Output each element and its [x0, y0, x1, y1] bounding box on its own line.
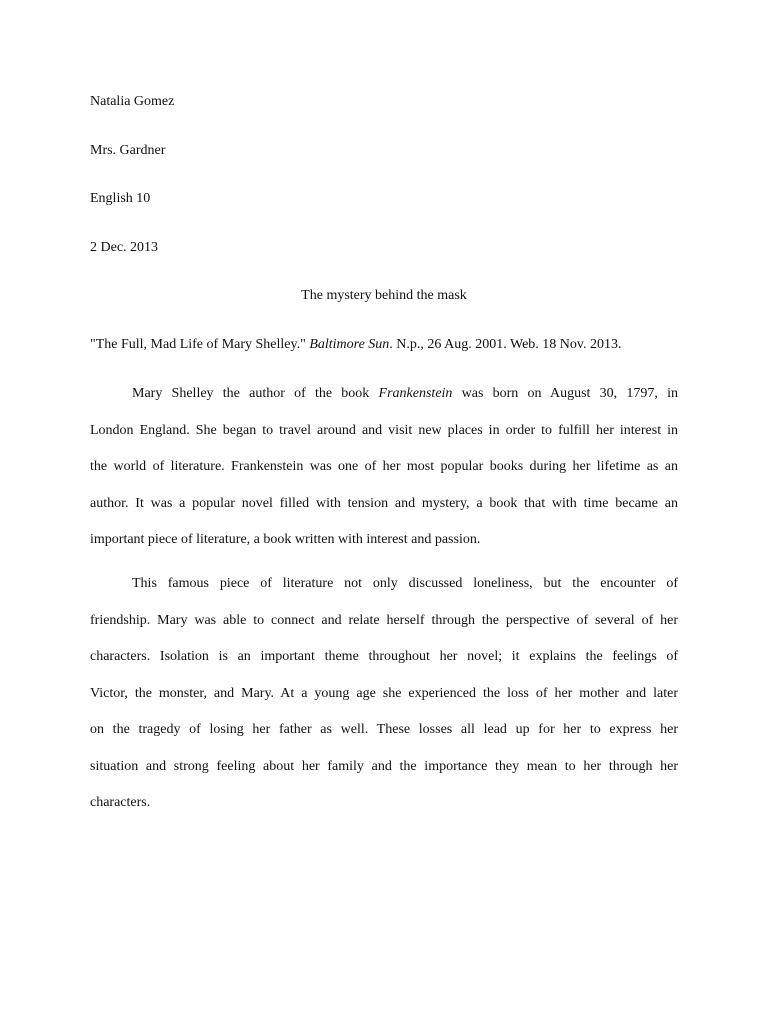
paragraph-line: Victor, the monster, and Mary. At a young age she experienced the loss of her mother and later	[90, 685, 678, 701]
paragraph-line: the world of literature. Frankenstein was one of her most popular books during her lifetime as an	[90, 459, 678, 474]
paragraph-line: London England. She began to travel around and visit new places in order to fulfill her interest in	[90, 422, 678, 438]
paragraph-line: on the tragedy of losing her father as well. These losses all lead up for her to express her	[90, 722, 678, 737]
teacher-name: Mrs. Gardner	[90, 143, 166, 158]
book-title: Frankenstein	[378, 386, 453, 401]
paragraph-line: characters.	[90, 795, 151, 810]
line-text: was born on August 30, 1797, in	[452, 386, 678, 401]
citation-publication: Baltimore Sun	[309, 337, 390, 352]
course-name: English 10	[90, 191, 151, 206]
document-date: 2 Dec. 2013	[90, 240, 159, 255]
paragraph-line: This famous piece of literature not only discussed loneliness, but the encounter of	[132, 576, 678, 591]
paragraph-line	[90, 385, 678, 422]
paragraph-line: characters. Isolation is an important theme throughout her novel; it explains the feelings of	[90, 649, 678, 664]
essay-title: The mystery behind the mask	[301, 288, 467, 303]
paragraph-line: author. It was a popular novel filled with tension and mystery, a book that with time became an	[90, 495, 678, 511]
paragraph-line: friendship. Mary was able to connect and relate herself through the perspective of several of her	[90, 612, 678, 628]
student-name: Natalia Gomez	[90, 94, 175, 109]
paragraph-line: situation and strong feeling about her family and the importance they mean to her through her	[90, 758, 678, 774]
line-text: Mary Shelley the author of the book	[132, 386, 379, 401]
citation	[90, 336, 622, 354]
paragraph-2	[90, 575, 678, 831]
citation-article: "The Full, Mad Life of Mary Shelley."	[90, 337, 306, 352]
paragraph-line: important piece of literature, a book written with interest and passion.	[90, 532, 481, 547]
citation-details: . N.p., 26 Aug. 2001. Web. 18 Nov. 2013.	[389, 337, 622, 352]
paragraph-1	[90, 385, 678, 568]
